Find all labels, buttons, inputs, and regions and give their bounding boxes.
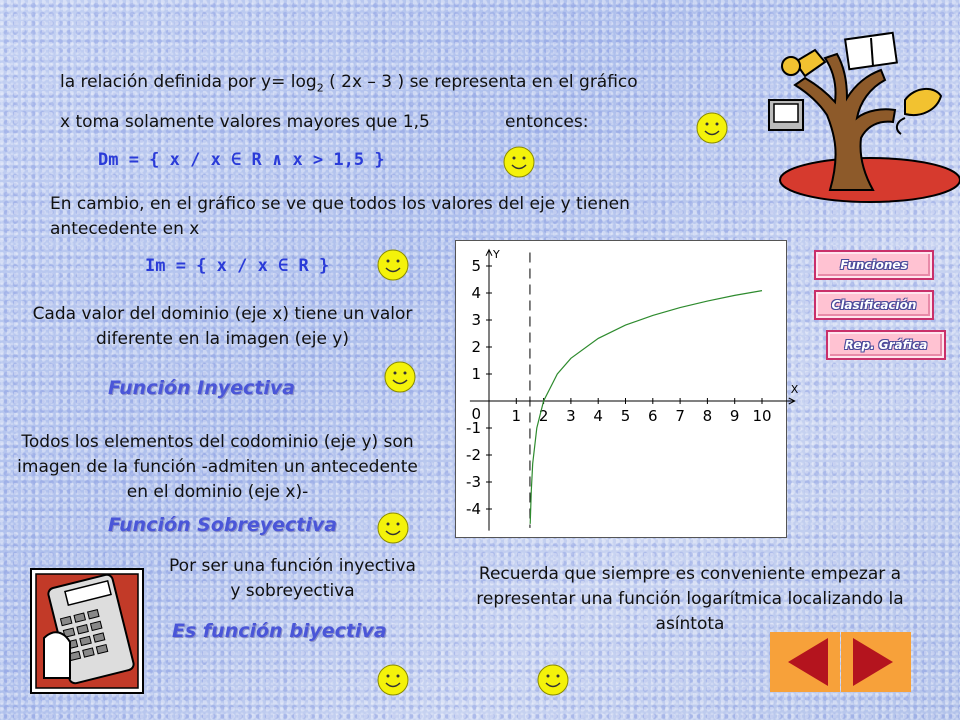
reminder-paragraph: Recuerda que siempre es conveniente empezar a representar una función logarítmica localizando la asíntota xyxy=(476,564,904,634)
y-tick-label: 4 xyxy=(471,284,481,302)
prev-button[interactable] xyxy=(770,632,840,692)
y-tick-label: -1 xyxy=(466,419,481,437)
domain-line: x toma solamente valores mayores que 1,5 xyxy=(60,112,430,132)
x-tick-label: 2 xyxy=(538,407,549,425)
x-tick-label: 3 xyxy=(566,407,576,425)
intro-text-end: ( 2x – 3 ) se representa en el gráfico xyxy=(323,72,638,92)
x-tick-label: 6 xyxy=(648,407,658,425)
nav-button-funciones[interactable]: Funciones xyxy=(814,250,934,280)
smiley-icon[interactable] xyxy=(384,361,416,393)
injective-paragraph: Cada valor del dominio (eje x) tiene un valor diferente en la imagen (eje y) xyxy=(32,304,413,349)
entonces-label: entonces: xyxy=(505,112,589,132)
y-tick-label: -3 xyxy=(466,473,481,491)
log-base: 2 xyxy=(316,81,324,95)
x-axis-label: X xyxy=(790,383,799,396)
y-tick-label: 2 xyxy=(471,338,481,356)
y-tick-label: 3 xyxy=(471,311,481,329)
y-tick-label: -2 xyxy=(466,446,481,464)
x-tick-label: 1 xyxy=(511,407,522,425)
x-tick-label: 4 xyxy=(593,407,603,425)
injective-title: Función Inyectiva xyxy=(108,377,296,399)
domain-formula: Dm = { x / x ∈ R ∧ x > 1,5 } xyxy=(98,150,385,170)
smiley-icon[interactable] xyxy=(537,664,569,696)
surjective-paragraph: Todos los elementos del codominio (eje y) son imagen de la función -admiten un antecedente en el dominio (eje x)- xyxy=(17,432,418,502)
image-formula: Im = { x / x ∈ R } xyxy=(145,256,330,276)
y-tick-label: 1 xyxy=(471,365,481,383)
log-function-graph xyxy=(455,240,799,538)
x-tick-label: 7 xyxy=(675,407,685,425)
nav-button-clasificacion[interactable]: Clasificación xyxy=(814,290,934,320)
origin-label: 0 xyxy=(471,405,481,423)
chart-canvas xyxy=(456,241,799,537)
smiley-icon[interactable] xyxy=(377,512,409,544)
image-paragraph: En cambio, en el gráfico se ve que todos los valores del eje y tienen antecedente en x xyxy=(50,194,630,239)
x-tick-label: 10 xyxy=(752,407,772,425)
function-curve xyxy=(530,291,762,524)
knowledge-tree-icon xyxy=(755,30,955,205)
smiley-icon[interactable] xyxy=(696,112,728,144)
next-arrow-icon xyxy=(841,632,911,692)
x-tick-label: 8 xyxy=(702,407,713,425)
bijective-title: Es función biyectiva xyxy=(172,620,387,642)
surjective-title: Función Sobreyectiva xyxy=(108,514,338,536)
prev-arrow-icon xyxy=(770,632,840,692)
smiley-icon[interactable] xyxy=(377,249,409,281)
intro-text: la relación definida por y= log xyxy=(60,72,317,92)
calculator-icon xyxy=(30,568,144,694)
smiley-icon[interactable] xyxy=(503,146,535,178)
x-tick-label: 5 xyxy=(620,407,631,425)
y-tick-label: -4 xyxy=(466,500,481,518)
bijective-paragraph: Por ser una función inyectiva y sobreyectiva xyxy=(169,556,416,601)
next-button[interactable] xyxy=(841,632,911,692)
y-axis-label: Y xyxy=(493,247,500,261)
y-tick-label: 5 xyxy=(471,257,481,275)
x-tick-label: 9 xyxy=(729,407,740,425)
smiley-icon[interactable] xyxy=(377,664,409,696)
intro-line xyxy=(60,70,638,100)
nav-button-rep-grafica[interactable]: Rep. Gráfica xyxy=(826,330,946,360)
